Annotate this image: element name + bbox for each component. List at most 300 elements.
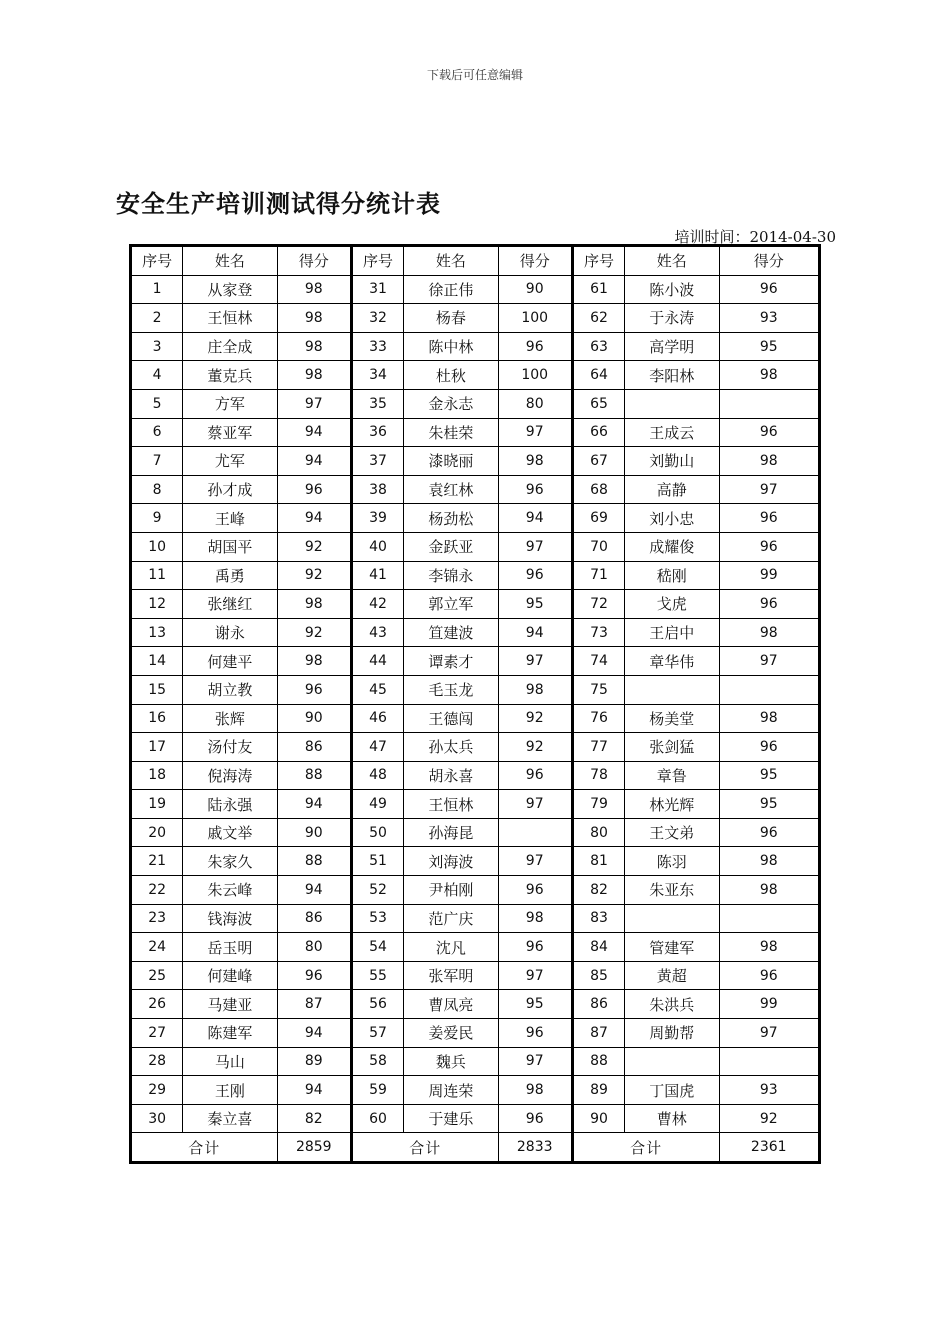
cell-name: 王恒林 <box>183 304 277 333</box>
cell-name: 杨劲松 <box>404 504 498 533</box>
cell-index: 40 <box>351 532 403 561</box>
table-row <box>131 818 820 847</box>
cell-index: 35 <box>351 389 403 418</box>
cell-score: 97 <box>498 418 572 447</box>
table-row <box>131 361 820 390</box>
cell-index: 77 <box>572 733 624 762</box>
page-title: 安全生产培训测试得分统计表 <box>116 190 441 218</box>
cell-name: 张辉 <box>183 704 277 733</box>
cell-name: 胡国平 <box>183 532 277 561</box>
cell-name: 马建亚 <box>183 990 277 1019</box>
cell-name: 成耀俊 <box>625 532 719 561</box>
cell-score: 97 <box>498 1047 572 1076</box>
cell-score: 99 <box>719 990 820 1019</box>
cell-score: 96 <box>498 1104 572 1133</box>
cell-score: 96 <box>498 761 572 790</box>
cell-score: 90 <box>498 275 572 304</box>
cell-index: 48 <box>351 761 403 790</box>
cell-score: 98 <box>277 275 351 304</box>
cell-index: 9 <box>131 504 183 533</box>
cell-score: 96 <box>277 475 351 504</box>
cell-index: 51 <box>351 847 403 876</box>
cell-name: 何建平 <box>183 647 277 676</box>
table-row <box>131 418 820 447</box>
cell-index: 18 <box>131 761 183 790</box>
cell-index: 16 <box>131 704 183 733</box>
table-row <box>131 1104 820 1133</box>
header-index: 序号 <box>572 246 624 276</box>
cell-name: 岳玉明 <box>183 933 277 962</box>
cell-index: 3 <box>131 332 183 361</box>
cell-score: 95 <box>719 790 820 819</box>
table-row <box>131 904 820 933</box>
cell-index: 32 <box>351 304 403 333</box>
header-name: 姓名 <box>404 246 498 276</box>
cell-score: 94 <box>277 1019 351 1048</box>
cell-name: 管建军 <box>625 933 719 962</box>
cell-index: 13 <box>131 618 183 647</box>
cell-score: 93 <box>719 304 820 333</box>
cell-index: 79 <box>572 790 624 819</box>
cell-index: 69 <box>572 504 624 533</box>
cell-index: 66 <box>572 418 624 447</box>
cell-name <box>625 389 719 418</box>
cell-index: 54 <box>351 933 403 962</box>
cell-index: 1 <box>131 275 183 304</box>
cell-score: 98 <box>498 447 572 476</box>
cell-index: 33 <box>351 332 403 361</box>
cell-score: 92 <box>277 561 351 590</box>
cell-score: 92 <box>277 618 351 647</box>
cell-score: 92 <box>277 532 351 561</box>
cell-name: 杨美堂 <box>625 704 719 733</box>
cell-index: 46 <box>351 704 403 733</box>
cell-name: 方军 <box>183 389 277 418</box>
cell-index: 5 <box>131 389 183 418</box>
cell-score: 96 <box>719 275 820 304</box>
cell-score: 88 <box>277 761 351 790</box>
cell-name: 朱桂荣 <box>404 418 498 447</box>
cell-index: 15 <box>131 675 183 704</box>
cell-score: 94 <box>277 790 351 819</box>
cell-index: 24 <box>131 933 183 962</box>
cell-score <box>719 904 820 933</box>
cell-index: 80 <box>572 818 624 847</box>
cell-name: 朱亚东 <box>625 876 719 905</box>
cell-name: 于建乐 <box>404 1104 498 1133</box>
cell-name: 丁国虎 <box>625 1076 719 1105</box>
cell-index: 47 <box>351 733 403 762</box>
cell-index: 22 <box>131 876 183 905</box>
cell-score: 100 <box>498 304 572 333</box>
cell-index: 41 <box>351 561 403 590</box>
total-value: 2361 <box>719 1133 820 1163</box>
cell-index: 10 <box>131 532 183 561</box>
total-label: 合计 <box>131 1133 278 1163</box>
cell-name: 范广庆 <box>404 904 498 933</box>
cell-name: 郭立军 <box>404 590 498 619</box>
cell-name: 李锦永 <box>404 561 498 590</box>
cell-name: 张军明 <box>404 961 498 990</box>
cell-score: 86 <box>277 733 351 762</box>
table-row <box>131 389 820 418</box>
cell-name: 周勤帮 <box>625 1019 719 1048</box>
cell-score: 97 <box>277 389 351 418</box>
table-row <box>131 304 820 333</box>
cell-index: 25 <box>131 961 183 990</box>
score-table <box>129 244 821 1164</box>
table-row <box>131 275 820 304</box>
cell-score: 98 <box>719 847 820 876</box>
cell-index: 50 <box>351 818 403 847</box>
cell-name <box>625 1047 719 1076</box>
cell-score: 96 <box>719 418 820 447</box>
cell-index: 21 <box>131 847 183 876</box>
cell-name: 尹柏刚 <box>404 876 498 905</box>
cell-name: 董克兵 <box>183 361 277 390</box>
cell-index: 2 <box>131 304 183 333</box>
cell-score: 97 <box>498 790 572 819</box>
cell-name: 刘小忠 <box>625 504 719 533</box>
cell-index: 63 <box>572 332 624 361</box>
cell-index: 76 <box>572 704 624 733</box>
cell-score: 82 <box>277 1104 351 1133</box>
total-label: 合计 <box>351 1133 498 1163</box>
table-row <box>131 504 820 533</box>
cell-score: 96 <box>719 733 820 762</box>
cell-name: 孙才成 <box>183 475 277 504</box>
cell-name: 朱洪兵 <box>625 990 719 1019</box>
cell-score: 96 <box>498 332 572 361</box>
cell-index: 75 <box>572 675 624 704</box>
table-row <box>131 733 820 762</box>
cell-name: 李阳林 <box>625 361 719 390</box>
cell-name: 姜爱民 <box>404 1019 498 1048</box>
cell-name: 倪海涛 <box>183 761 277 790</box>
cell-index: 85 <box>572 961 624 990</box>
cell-score: 98 <box>277 332 351 361</box>
cell-index: 27 <box>131 1019 183 1048</box>
table-row <box>131 647 820 676</box>
cell-index: 58 <box>351 1047 403 1076</box>
total-value: 2859 <box>277 1133 351 1163</box>
cell-score: 94 <box>498 618 572 647</box>
table-row <box>131 590 820 619</box>
cell-name: 庄全成 <box>183 332 277 361</box>
cell-score: 94 <box>277 1076 351 1105</box>
cell-score: 90 <box>277 818 351 847</box>
header-score: 得分 <box>719 246 820 276</box>
cell-index: 6 <box>131 418 183 447</box>
cell-name: 陈小波 <box>625 275 719 304</box>
table-row <box>131 933 820 962</box>
cell-score: 95 <box>498 590 572 619</box>
cell-score: 95 <box>719 332 820 361</box>
cell-name: 陈建军 <box>183 1019 277 1048</box>
cell-score: 98 <box>719 618 820 647</box>
cell-name: 戈虎 <box>625 590 719 619</box>
cell-index: 37 <box>351 447 403 476</box>
cell-index: 31 <box>351 275 403 304</box>
cell-score: 96 <box>719 532 820 561</box>
cell-score: 99 <box>719 561 820 590</box>
cell-score: 97 <box>498 961 572 990</box>
cell-index: 45 <box>351 675 403 704</box>
cell-name: 尤军 <box>183 447 277 476</box>
cell-index: 81 <box>572 847 624 876</box>
cell-index: 52 <box>351 876 403 905</box>
cell-index: 38 <box>351 475 403 504</box>
cell-score: 96 <box>719 504 820 533</box>
cell-index: 82 <box>572 876 624 905</box>
cell-index: 20 <box>131 818 183 847</box>
cell-score: 96 <box>719 961 820 990</box>
cell-name: 杜秋 <box>404 361 498 390</box>
cell-index: 78 <box>572 761 624 790</box>
cell-name: 杨春 <box>404 304 498 333</box>
cell-score: 98 <box>277 647 351 676</box>
cell-score: 98 <box>498 675 572 704</box>
cell-index: 74 <box>572 647 624 676</box>
table-row <box>131 761 820 790</box>
cell-name: 钱海波 <box>183 904 277 933</box>
cell-score: 92 <box>719 1104 820 1133</box>
table-header-row <box>131 246 820 276</box>
cell-index: 14 <box>131 647 183 676</box>
cell-score: 97 <box>498 532 572 561</box>
cell-index: 60 <box>351 1104 403 1133</box>
cell-score: 94 <box>277 418 351 447</box>
cell-index: 36 <box>351 418 403 447</box>
cell-name: 王成云 <box>625 418 719 447</box>
cell-index: 12 <box>131 590 183 619</box>
cell-index: 70 <box>572 532 624 561</box>
cell-index: 56 <box>351 990 403 1019</box>
cell-score: 95 <box>498 990 572 1019</box>
cell-name: 陆永强 <box>183 790 277 819</box>
cell-score: 96 <box>719 818 820 847</box>
cell-score: 96 <box>498 475 572 504</box>
cell-index: 19 <box>131 790 183 819</box>
cell-score: 96 <box>277 961 351 990</box>
cell-name <box>625 675 719 704</box>
cell-name: 漆晓丽 <box>404 447 498 476</box>
cell-score: 96 <box>277 675 351 704</box>
cell-score: 100 <box>498 361 572 390</box>
training-date: 培训时间：2014-04-30 <box>674 228 836 246</box>
cell-index: 61 <box>572 275 624 304</box>
cell-index: 29 <box>131 1076 183 1105</box>
table-row <box>131 847 820 876</box>
cell-name: 朱家久 <box>183 847 277 876</box>
cell-name: 曹林 <box>625 1104 719 1133</box>
cell-index: 28 <box>131 1047 183 1076</box>
cell-name: 王德闯 <box>404 704 498 733</box>
cell-name: 高学明 <box>625 332 719 361</box>
header-index: 序号 <box>131 246 183 276</box>
cell-name: 章鲁 <box>625 761 719 790</box>
cell-index: 4 <box>131 361 183 390</box>
table-row <box>131 704 820 733</box>
cell-score: 97 <box>719 647 820 676</box>
cell-score <box>719 675 820 704</box>
cell-name: 马山 <box>183 1047 277 1076</box>
cell-index: 83 <box>572 904 624 933</box>
cell-score: 96 <box>498 933 572 962</box>
cell-index: 68 <box>572 475 624 504</box>
cell-score: 98 <box>277 361 351 390</box>
cell-score: 96 <box>498 876 572 905</box>
table-row <box>131 1047 820 1076</box>
cell-score: 94 <box>277 504 351 533</box>
cell-score <box>498 818 572 847</box>
cell-name: 孙太兵 <box>404 733 498 762</box>
cell-score: 95 <box>719 761 820 790</box>
cell-score: 94 <box>498 504 572 533</box>
cell-name: 胡永喜 <box>404 761 498 790</box>
header-score: 得分 <box>498 246 572 276</box>
cell-name: 戚文举 <box>183 818 277 847</box>
cell-index: 59 <box>351 1076 403 1105</box>
cell-score: 80 <box>277 933 351 962</box>
cell-score: 98 <box>277 590 351 619</box>
cell-name: 刘海波 <box>404 847 498 876</box>
header-name: 姓名 <box>183 246 277 276</box>
table-row <box>131 332 820 361</box>
cell-index: 67 <box>572 447 624 476</box>
table-row <box>131 675 820 704</box>
totals-row <box>131 1133 820 1163</box>
cell-name: 林光辉 <box>625 790 719 819</box>
cell-name: 陈中林 <box>404 332 498 361</box>
cell-score: 94 <box>277 447 351 476</box>
cell-name: 谭素才 <box>404 647 498 676</box>
cell-index: 57 <box>351 1019 403 1048</box>
cell-index: 23 <box>131 904 183 933</box>
cell-name: 嵇刚 <box>625 561 719 590</box>
cell-name: 张继红 <box>183 590 277 619</box>
cell-index: 8 <box>131 475 183 504</box>
cell-index: 73 <box>572 618 624 647</box>
cell-index: 39 <box>351 504 403 533</box>
cell-index: 89 <box>572 1076 624 1105</box>
cell-name: 黄超 <box>625 961 719 990</box>
cell-name: 从家登 <box>183 275 277 304</box>
cell-index: 26 <box>131 990 183 1019</box>
table-row <box>131 447 820 476</box>
cell-name: 胡立教 <box>183 675 277 704</box>
cell-name: 王恒林 <box>404 790 498 819</box>
total-label: 合计 <box>572 1133 719 1163</box>
table-row <box>131 1076 820 1105</box>
cell-name: 毛玉龙 <box>404 675 498 704</box>
cell-index: 84 <box>572 933 624 962</box>
table-row <box>131 475 820 504</box>
table-row <box>131 618 820 647</box>
cell-score: 80 <box>498 389 572 418</box>
header-index: 序号 <box>351 246 403 276</box>
cell-score: 98 <box>719 933 820 962</box>
cell-score: 92 <box>498 704 572 733</box>
cell-score: 98 <box>498 1076 572 1105</box>
cell-name: 谢永 <box>183 618 277 647</box>
table-row <box>131 990 820 1019</box>
cell-name: 高静 <box>625 475 719 504</box>
cell-score: 86 <box>277 904 351 933</box>
cell-name: 王峰 <box>183 504 277 533</box>
table-row <box>131 1019 820 1048</box>
cell-index: 88 <box>572 1047 624 1076</box>
cell-index: 86 <box>572 990 624 1019</box>
cell-index: 55 <box>351 961 403 990</box>
cell-score: 97 <box>719 475 820 504</box>
cell-name: 朱云峰 <box>183 876 277 905</box>
cell-index: 49 <box>351 790 403 819</box>
cell-score: 97 <box>498 847 572 876</box>
cell-score: 94 <box>277 876 351 905</box>
cell-name: 曹凤亮 <box>404 990 498 1019</box>
cell-name: 沈凡 <box>404 933 498 962</box>
cell-score: 98 <box>719 361 820 390</box>
cell-score: 96 <box>498 561 572 590</box>
cell-score: 98 <box>719 704 820 733</box>
cell-score: 88 <box>277 847 351 876</box>
cell-name: 孙海昆 <box>404 818 498 847</box>
cell-name: 王文弟 <box>625 818 719 847</box>
cell-score: 93 <box>719 1076 820 1105</box>
cell-score: 98 <box>719 876 820 905</box>
cell-score: 89 <box>277 1047 351 1076</box>
cell-index: 72 <box>572 590 624 619</box>
cell-index: 65 <box>572 389 624 418</box>
header-score: 得分 <box>277 246 351 276</box>
table-row <box>131 561 820 590</box>
cell-score: 90 <box>277 704 351 733</box>
cell-score: 98 <box>277 304 351 333</box>
cell-index: 64 <box>572 361 624 390</box>
cell-index: 53 <box>351 904 403 933</box>
table-body <box>131 275 820 1162</box>
cell-name: 袁红林 <box>404 475 498 504</box>
cell-name: 周连荣 <box>404 1076 498 1105</box>
cell-score: 97 <box>498 647 572 676</box>
cell-index: 71 <box>572 561 624 590</box>
cell-name <box>625 904 719 933</box>
cell-index: 30 <box>131 1104 183 1133</box>
cell-score: 87 <box>277 990 351 1019</box>
cell-name: 王启中 <box>625 618 719 647</box>
cell-index: 7 <box>131 447 183 476</box>
cell-name: 于永涛 <box>625 304 719 333</box>
cell-name: 何建峰 <box>183 961 277 990</box>
cell-name: 章华伟 <box>625 647 719 676</box>
total-value: 2833 <box>498 1133 572 1163</box>
cell-index: 62 <box>572 304 624 333</box>
cell-name: 笪建波 <box>404 618 498 647</box>
cell-name: 禹勇 <box>183 561 277 590</box>
cell-name: 汤付友 <box>183 733 277 762</box>
cell-name: 金跃亚 <box>404 532 498 561</box>
cell-name: 张剑猛 <box>625 733 719 762</box>
cell-name: 魏兵 <box>404 1047 498 1076</box>
cell-name: 蔡亚军 <box>183 418 277 447</box>
cell-name: 徐正伟 <box>404 275 498 304</box>
cell-score: 97 <box>719 1019 820 1048</box>
table-row <box>131 532 820 561</box>
table-row <box>131 876 820 905</box>
cell-index: 44 <box>351 647 403 676</box>
cell-score: 96 <box>719 590 820 619</box>
